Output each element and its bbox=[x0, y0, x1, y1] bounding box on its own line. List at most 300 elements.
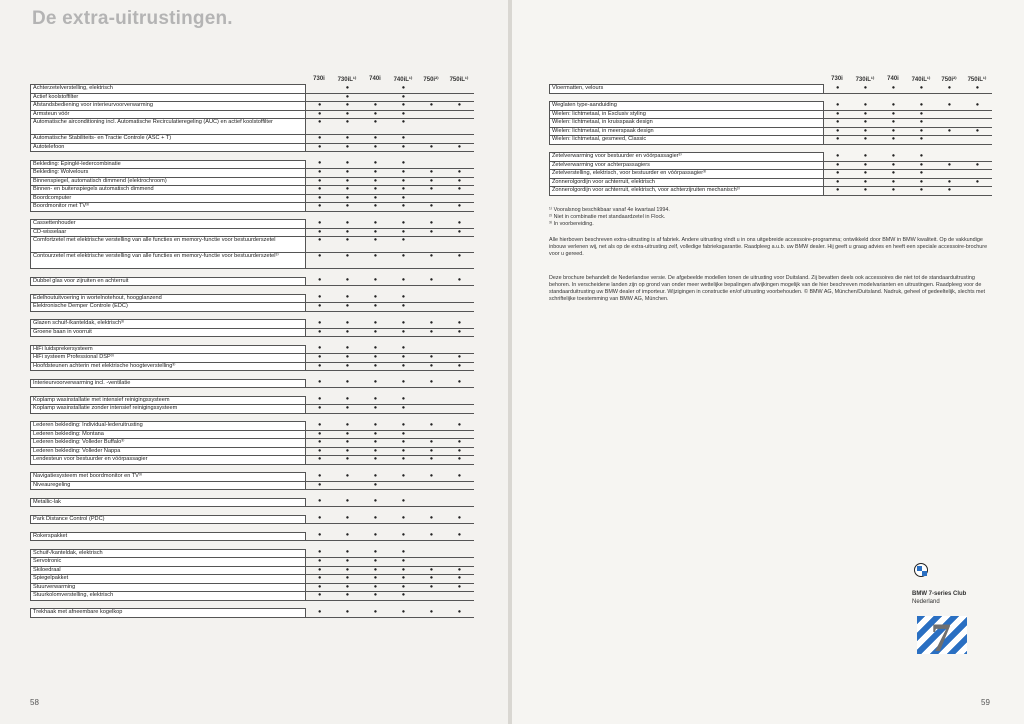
table-row bbox=[31, 93, 474, 102]
row-spacer bbox=[31, 507, 474, 516]
availability-mark: ● bbox=[418, 456, 446, 465]
availability-mark: ● bbox=[306, 515, 334, 524]
availability-mark: ● bbox=[306, 473, 334, 482]
availability-mark bbox=[936, 136, 964, 145]
table-row bbox=[550, 119, 992, 128]
availability-mark: ● bbox=[418, 447, 446, 456]
availability-mark: ● bbox=[908, 161, 936, 170]
table-row bbox=[31, 110, 474, 119]
availability-mark: ● bbox=[446, 473, 474, 482]
availability-mark: ● bbox=[362, 609, 390, 618]
availability-mark: ● bbox=[306, 362, 334, 371]
availability-mark: ● bbox=[446, 102, 474, 111]
availability-mark: ● bbox=[362, 345, 390, 354]
availability-mark: ● bbox=[362, 203, 390, 212]
equipment-label: Vloermatten, velours bbox=[550, 85, 824, 94]
equipment-label: Groene baan in voorruit bbox=[31, 328, 306, 337]
availability-mark bbox=[446, 345, 474, 354]
table-row bbox=[550, 85, 992, 94]
availability-mark: ● bbox=[334, 294, 362, 303]
availability-mark: ● bbox=[852, 161, 880, 170]
table-row bbox=[31, 177, 474, 186]
availability-mark: ● bbox=[446, 320, 474, 329]
availability-mark: ● bbox=[390, 439, 418, 448]
availability-mark bbox=[418, 558, 446, 567]
equipment-label: Interieurvoorverwarming incl. -ventilatie bbox=[31, 379, 306, 388]
availability-mark: ● bbox=[306, 320, 334, 329]
availability-mark bbox=[446, 119, 474, 135]
availability-mark: ● bbox=[446, 203, 474, 212]
availability-mark: ● bbox=[362, 422, 390, 431]
availability-mark: ● bbox=[936, 85, 964, 94]
availability-mark: ● bbox=[908, 178, 936, 187]
availability-mark: ● bbox=[390, 228, 418, 237]
availability-mark: ● bbox=[362, 253, 390, 269]
availability-mark: ● bbox=[418, 532, 446, 541]
availability-mark: ● bbox=[446, 277, 474, 286]
availability-mark: ● bbox=[418, 609, 446, 618]
availability-mark: ● bbox=[390, 396, 418, 405]
availability-mark: ● bbox=[306, 405, 334, 414]
availability-mark: ● bbox=[334, 345, 362, 354]
row-spacer bbox=[31, 337, 474, 346]
availability-mark: ● bbox=[446, 422, 474, 431]
availability-mark: ● bbox=[824, 161, 852, 170]
availability-mark: ● bbox=[418, 253, 446, 269]
equipment-label: Contourzetel met elektrische verstelling van alle functies en memory-functie voor bestuurderszetel³⁾ bbox=[31, 253, 306, 269]
availability-mark: ● bbox=[306, 566, 334, 575]
row-spacer bbox=[31, 388, 474, 397]
availability-mark bbox=[446, 93, 474, 102]
availability-mark: ● bbox=[908, 136, 936, 145]
row-spacer bbox=[31, 286, 474, 295]
availability-mark: ● bbox=[880, 110, 908, 119]
availability-mark: ● bbox=[390, 379, 418, 388]
row-spacer bbox=[31, 371, 474, 380]
availability-mark: ● bbox=[334, 592, 362, 601]
availability-mark: ● bbox=[446, 220, 474, 229]
equipment-label: Boordmonitor met TV³⁾ bbox=[31, 203, 306, 212]
availability-mark: ● bbox=[306, 609, 334, 618]
availability-mark: ● bbox=[390, 169, 418, 178]
availability-mark bbox=[418, 549, 446, 558]
equipment-label: Achterzetelverstelling, elektrisch bbox=[31, 85, 306, 94]
availability-mark: ● bbox=[334, 515, 362, 524]
table-row bbox=[550, 170, 992, 179]
column-header-4: 750i²⁾ bbox=[423, 77, 439, 83]
availability-mark: ● bbox=[306, 177, 334, 186]
availability-mark: ● bbox=[824, 85, 852, 94]
row-spacer bbox=[550, 144, 992, 153]
availability-mark: ● bbox=[334, 186, 362, 195]
availability-mark bbox=[418, 135, 446, 144]
table-row bbox=[31, 220, 474, 229]
row-spacer bbox=[31, 211, 474, 220]
availability-mark: ● bbox=[306, 439, 334, 448]
availability-mark: ● bbox=[446, 439, 474, 448]
availability-mark: ● bbox=[390, 253, 418, 269]
availability-mark: ● bbox=[362, 237, 390, 253]
availability-mark: ● bbox=[334, 228, 362, 237]
availability-mark: ● bbox=[362, 473, 390, 482]
availability-mark bbox=[446, 558, 474, 567]
availability-mark: ● bbox=[418, 320, 446, 329]
availability-mark: ● bbox=[362, 303, 390, 312]
availability-mark: ● bbox=[334, 177, 362, 186]
page-number-left: 58 bbox=[30, 698, 39, 707]
availability-mark bbox=[446, 549, 474, 558]
availability-mark: ● bbox=[390, 498, 418, 507]
availability-mark: ● bbox=[334, 328, 362, 337]
availability-mark: ● bbox=[880, 119, 908, 128]
availability-mark bbox=[446, 481, 474, 490]
availability-mark: ● bbox=[334, 473, 362, 482]
availability-mark: ● bbox=[334, 169, 362, 178]
paragraph-accessories: Alle hierboven beschreven extra-uitrusting is af fabriek. Andere uitrusting vindt u in ons uitgebreide accessoire-programma; ontwikkeld door BMW in BMW kwaliteit. Op de vakkundige inbouw verlenen wij, net als op de extra-uitrusting zelf, volledige fabrieksgarantie. Raadpleeg a.u.b. uw BMW dealer. Hij geeft u graag advies en heeft een speciale accessoire-brochure voor u gereed. bbox=[549, 237, 988, 257]
availability-mark bbox=[446, 160, 474, 169]
column-header-3: 740iL¹⁾ bbox=[393, 77, 413, 83]
equipment-label: Lederen bekleding: Volleder Buffalo³⁾ bbox=[31, 439, 306, 448]
availability-mark: ● bbox=[334, 405, 362, 414]
availability-mark: ● bbox=[908, 170, 936, 179]
column-header-2: 740i bbox=[369, 76, 381, 82]
availability-mark: ● bbox=[306, 345, 334, 354]
availability-mark: ● bbox=[362, 532, 390, 541]
paragraph-disclaimer: Deze brochure behandelt de Nederlandse versie. De afgebeelde modellen tonen de uitrusting voor Duitsland. Zij bevatten deels ook accessoires die niet tot de standaarduitrusting behoren. In verscheidene landen zijn op grond van onder meer wettelijke bepalingen afwijkingen mogelijk van de hier beschreven modelvarianten en uitrustingen. Raadpleeg voor de standaarduitrusting uw BMW dealer of importeur. Wijzigingen in constructie en/of uitrusting voorbehouden. © BMW AG, München/Duitsland. Nadruk, geheel of gedeeltelijk, slechts met schriftelijke toestemming van BMW AG, München. bbox=[549, 275, 986, 302]
availability-mark: ● bbox=[362, 566, 390, 575]
availability-mark: ● bbox=[418, 583, 446, 592]
availability-mark: ● bbox=[908, 187, 936, 196]
table-row bbox=[550, 136, 992, 145]
availability-mark: ● bbox=[390, 119, 418, 135]
table-row bbox=[31, 135, 474, 144]
availability-mark: ● bbox=[334, 135, 362, 144]
availability-mark: ● bbox=[446, 447, 474, 456]
availability-mark: ● bbox=[390, 135, 418, 144]
equipment-label: Bekleding: Wolvelours bbox=[31, 169, 306, 178]
availability-mark: ● bbox=[334, 277, 362, 286]
availability-mark: ● bbox=[362, 439, 390, 448]
row-spacer bbox=[31, 413, 474, 422]
row-spacer bbox=[31, 524, 474, 533]
availability-mark bbox=[362, 93, 390, 102]
availability-mark: ● bbox=[824, 170, 852, 179]
availability-mark: ● bbox=[418, 169, 446, 178]
availability-mark bbox=[936, 110, 964, 119]
equipment-label: Bekleding: Epinglé-ledercombinatie bbox=[31, 160, 306, 169]
availability-mark bbox=[446, 592, 474, 601]
equipment-label: Elektronische Demper Controle (EDC) bbox=[31, 303, 306, 312]
column-header-0: 730i bbox=[831, 76, 843, 82]
availability-mark: ● bbox=[362, 143, 390, 152]
availability-mark: ● bbox=[306, 498, 334, 507]
row-spacer bbox=[31, 269, 474, 278]
availability-mark: ● bbox=[362, 194, 390, 203]
equipment-label: Metallic-lak bbox=[31, 498, 306, 507]
availability-mark: ● bbox=[334, 379, 362, 388]
table-row bbox=[31, 558, 474, 567]
availability-mark: ● bbox=[306, 558, 334, 567]
equipment-label: Trekhaak met afneembare kogelkop bbox=[31, 609, 306, 618]
table-row bbox=[31, 430, 474, 439]
availability-mark: ● bbox=[418, 143, 446, 152]
table-row bbox=[31, 102, 474, 111]
availability-mark: ● bbox=[362, 294, 390, 303]
equipment-label: Armsteun vóór bbox=[31, 110, 306, 119]
availability-mark: ● bbox=[334, 303, 362, 312]
equipment-label: Wielen: lichtmetaal, gesmeed, Classic bbox=[550, 136, 824, 145]
table-row bbox=[31, 345, 474, 354]
table-row bbox=[31, 228, 474, 237]
table-row bbox=[31, 583, 474, 592]
availability-mark: ● bbox=[334, 203, 362, 212]
availability-mark: ● bbox=[390, 194, 418, 203]
column-header-1: 730iL¹⁾ bbox=[337, 77, 357, 83]
availability-mark: ● bbox=[390, 345, 418, 354]
availability-mark: ● bbox=[852, 119, 880, 128]
availability-mark: ● bbox=[418, 177, 446, 186]
table-row bbox=[31, 447, 474, 456]
availability-mark: ● bbox=[964, 102, 992, 111]
availability-mark: ● bbox=[824, 119, 852, 128]
availability-mark: ● bbox=[852, 153, 880, 162]
availability-mark: ● bbox=[362, 228, 390, 237]
equipment-label: Spiegelpakket bbox=[31, 575, 306, 584]
availability-mark: ● bbox=[334, 532, 362, 541]
availability-mark: ● bbox=[390, 328, 418, 337]
availability-mark: ● bbox=[852, 178, 880, 187]
column-header-4: 750i²⁾ bbox=[941, 77, 957, 83]
availability-mark: ● bbox=[334, 220, 362, 229]
availability-mark: ● bbox=[446, 228, 474, 237]
availability-mark: ● bbox=[390, 320, 418, 329]
availability-mark: ● bbox=[306, 592, 334, 601]
table-row bbox=[550, 187, 992, 196]
availability-mark: ● bbox=[306, 110, 334, 119]
club-emblem: 7 bbox=[917, 616, 967, 654]
table-row bbox=[31, 303, 474, 312]
equipment-label: HiFi luidsprekersysteem bbox=[31, 345, 306, 354]
right-page bbox=[512, 0, 1024, 724]
equipment-label: Lederen bekleding: Volleder Nappa bbox=[31, 447, 306, 456]
availability-mark: ● bbox=[390, 110, 418, 119]
availability-mark bbox=[306, 93, 334, 102]
availability-mark: ● bbox=[390, 160, 418, 169]
availability-mark: ● bbox=[306, 447, 334, 456]
table-row bbox=[31, 481, 474, 490]
availability-mark: ● bbox=[306, 220, 334, 229]
availability-mark: ● bbox=[306, 277, 334, 286]
table-row bbox=[31, 85, 474, 94]
availability-mark: ● bbox=[362, 405, 390, 414]
availability-mark: ● bbox=[964, 85, 992, 94]
availability-mark: ● bbox=[824, 187, 852, 196]
availability-mark: ● bbox=[306, 328, 334, 337]
availability-mark: ● bbox=[446, 354, 474, 363]
equipment-label: Zetelverwarming voor achterpassagiers bbox=[550, 161, 824, 170]
availability-mark: ● bbox=[446, 532, 474, 541]
availability-mark: ● bbox=[824, 153, 852, 162]
availability-mark: ● bbox=[908, 127, 936, 136]
availability-mark: ● bbox=[362, 481, 390, 490]
column-header-5: 750iL¹⁾ bbox=[967, 77, 987, 83]
equipment-label: Binnen- en buitenspiegels automatisch dimmend bbox=[31, 186, 306, 195]
availability-mark: ● bbox=[362, 396, 390, 405]
row-spacer bbox=[31, 464, 474, 473]
availability-mark: ● bbox=[824, 127, 852, 136]
availability-mark: ● bbox=[334, 575, 362, 584]
availability-mark: ● bbox=[334, 396, 362, 405]
availability-mark: ● bbox=[306, 481, 334, 490]
availability-mark bbox=[964, 110, 992, 119]
availability-mark: ● bbox=[390, 203, 418, 212]
availability-mark bbox=[446, 194, 474, 203]
equipment-label: Koplamp wasinstallatie zonder intensief reinigingssysteem bbox=[31, 405, 306, 414]
availability-mark: ● bbox=[880, 153, 908, 162]
equipment-table-right bbox=[549, 84, 992, 196]
table-row bbox=[31, 362, 474, 371]
availability-mark: ● bbox=[362, 456, 390, 465]
availability-mark bbox=[418, 405, 446, 414]
availability-mark: ● bbox=[390, 609, 418, 618]
availability-mark bbox=[418, 110, 446, 119]
table-row bbox=[31, 456, 474, 465]
availability-mark: ● bbox=[446, 566, 474, 575]
availability-mark bbox=[418, 481, 446, 490]
availability-mark: ● bbox=[418, 328, 446, 337]
availability-mark bbox=[446, 110, 474, 119]
availability-mark: ● bbox=[390, 575, 418, 584]
availability-mark: ● bbox=[306, 354, 334, 363]
availability-mark bbox=[964, 119, 992, 128]
availability-mark: ● bbox=[418, 439, 446, 448]
availability-mark: ● bbox=[334, 447, 362, 456]
availability-mark bbox=[936, 119, 964, 128]
availability-mark: ● bbox=[334, 93, 362, 102]
bmw-logo-icon bbox=[914, 563, 928, 577]
availability-mark: ● bbox=[824, 102, 852, 111]
equipment-label: Zetelverwarming voor bestuurder en vóórpassagier³⁾ bbox=[550, 153, 824, 162]
footnotes bbox=[549, 207, 670, 228]
equipment-label: Zonnerolgordijn voor achterruit, elektrisch bbox=[550, 178, 824, 187]
availability-mark: ● bbox=[446, 575, 474, 584]
availability-mark: ● bbox=[390, 515, 418, 524]
availability-mark bbox=[418, 592, 446, 601]
equipment-table-left bbox=[30, 84, 474, 618]
column-header-5: 750iL¹⁾ bbox=[449, 77, 469, 83]
table-row bbox=[31, 328, 474, 337]
availability-mark: ● bbox=[418, 186, 446, 195]
availability-mark: ● bbox=[334, 439, 362, 448]
availability-mark: ● bbox=[390, 93, 418, 102]
availability-mark: ● bbox=[362, 592, 390, 601]
availability-mark: ● bbox=[446, 515, 474, 524]
availability-mark bbox=[418, 294, 446, 303]
row-spacer bbox=[31, 152, 474, 161]
availability-mark bbox=[306, 85, 334, 94]
availability-mark: ● bbox=[306, 583, 334, 592]
availability-mark: ● bbox=[306, 203, 334, 212]
availability-mark: ● bbox=[306, 194, 334, 203]
availability-mark: ● bbox=[852, 170, 880, 179]
table-row bbox=[31, 253, 474, 269]
availability-mark: ● bbox=[880, 102, 908, 111]
availability-mark: ● bbox=[334, 456, 362, 465]
availability-mark: ● bbox=[306, 430, 334, 439]
page-title: De extra-uitrustingen. bbox=[32, 8, 233, 29]
availability-mark: ● bbox=[446, 362, 474, 371]
availability-mark: ● bbox=[334, 194, 362, 203]
availability-mark bbox=[936, 153, 964, 162]
availability-mark: ● bbox=[334, 566, 362, 575]
equipment-label: Wielen: lichtmetaal, in meerspaak design bbox=[550, 127, 824, 136]
equipment-label: Weglaten type-aanduiding bbox=[550, 102, 824, 111]
availability-mark: ● bbox=[418, 575, 446, 584]
availability-mark: ● bbox=[334, 119, 362, 135]
availability-mark: ● bbox=[362, 549, 390, 558]
table-row bbox=[31, 277, 474, 286]
row-spacer bbox=[550, 93, 992, 102]
footnote: ²⁾ Niet in combinatie met standaardzetel in Flock. bbox=[549, 214, 666, 220]
availability-mark: ● bbox=[418, 566, 446, 575]
availability-mark: ● bbox=[418, 220, 446, 229]
availability-mark: ● bbox=[390, 220, 418, 229]
availability-mark: ● bbox=[362, 135, 390, 144]
availability-mark bbox=[964, 136, 992, 145]
availability-mark: ● bbox=[964, 161, 992, 170]
availability-mark: ● bbox=[390, 592, 418, 601]
equipment-label: HiFi systeem Professional DSP³⁾ bbox=[31, 354, 306, 363]
availability-mark: ● bbox=[824, 110, 852, 119]
availability-mark: ● bbox=[390, 143, 418, 152]
availability-mark: ● bbox=[390, 102, 418, 111]
availability-mark: ● bbox=[306, 422, 334, 431]
availability-mark: ● bbox=[306, 575, 334, 584]
availability-mark: ● bbox=[362, 583, 390, 592]
club-line2: Nederland bbox=[912, 599, 940, 605]
availability-mark bbox=[446, 303, 474, 312]
availability-mark: ● bbox=[446, 186, 474, 195]
row-spacer bbox=[31, 541, 474, 550]
availability-mark bbox=[418, 237, 446, 253]
availability-mark: ● bbox=[362, 575, 390, 584]
availability-mark bbox=[936, 170, 964, 179]
availability-mark bbox=[446, 498, 474, 507]
availability-mark: ● bbox=[306, 253, 334, 269]
equipment-label: Servotronic bbox=[31, 558, 306, 567]
equipment-label: Wielen: lichtmetaal, in Exclusiv styling bbox=[550, 110, 824, 119]
availability-mark: ● bbox=[418, 362, 446, 371]
equipment-label: Skiloedraal bbox=[31, 566, 306, 575]
availability-mark: ● bbox=[390, 177, 418, 186]
availability-mark: ● bbox=[852, 136, 880, 145]
equipment-label: Lendesteun voor bestuurder en vóórpassagier bbox=[31, 456, 306, 465]
availability-mark: ● bbox=[446, 253, 474, 269]
table-row bbox=[31, 186, 474, 195]
availability-mark: ● bbox=[936, 187, 964, 196]
footnote: ³⁾ In voorbereiding. bbox=[549, 221, 594, 227]
availability-mark: ● bbox=[362, 328, 390, 337]
table-row bbox=[31, 498, 474, 507]
table-row bbox=[550, 127, 992, 136]
availability-mark: ● bbox=[418, 515, 446, 524]
equipment-label: Edelhoutuitvoering in wortelnotehout, hoogglanzend bbox=[31, 294, 306, 303]
table-row bbox=[31, 160, 474, 169]
availability-mark: ● bbox=[936, 161, 964, 170]
availability-mark: ● bbox=[390, 277, 418, 286]
table-row bbox=[31, 119, 474, 135]
availability-mark: ● bbox=[908, 102, 936, 111]
